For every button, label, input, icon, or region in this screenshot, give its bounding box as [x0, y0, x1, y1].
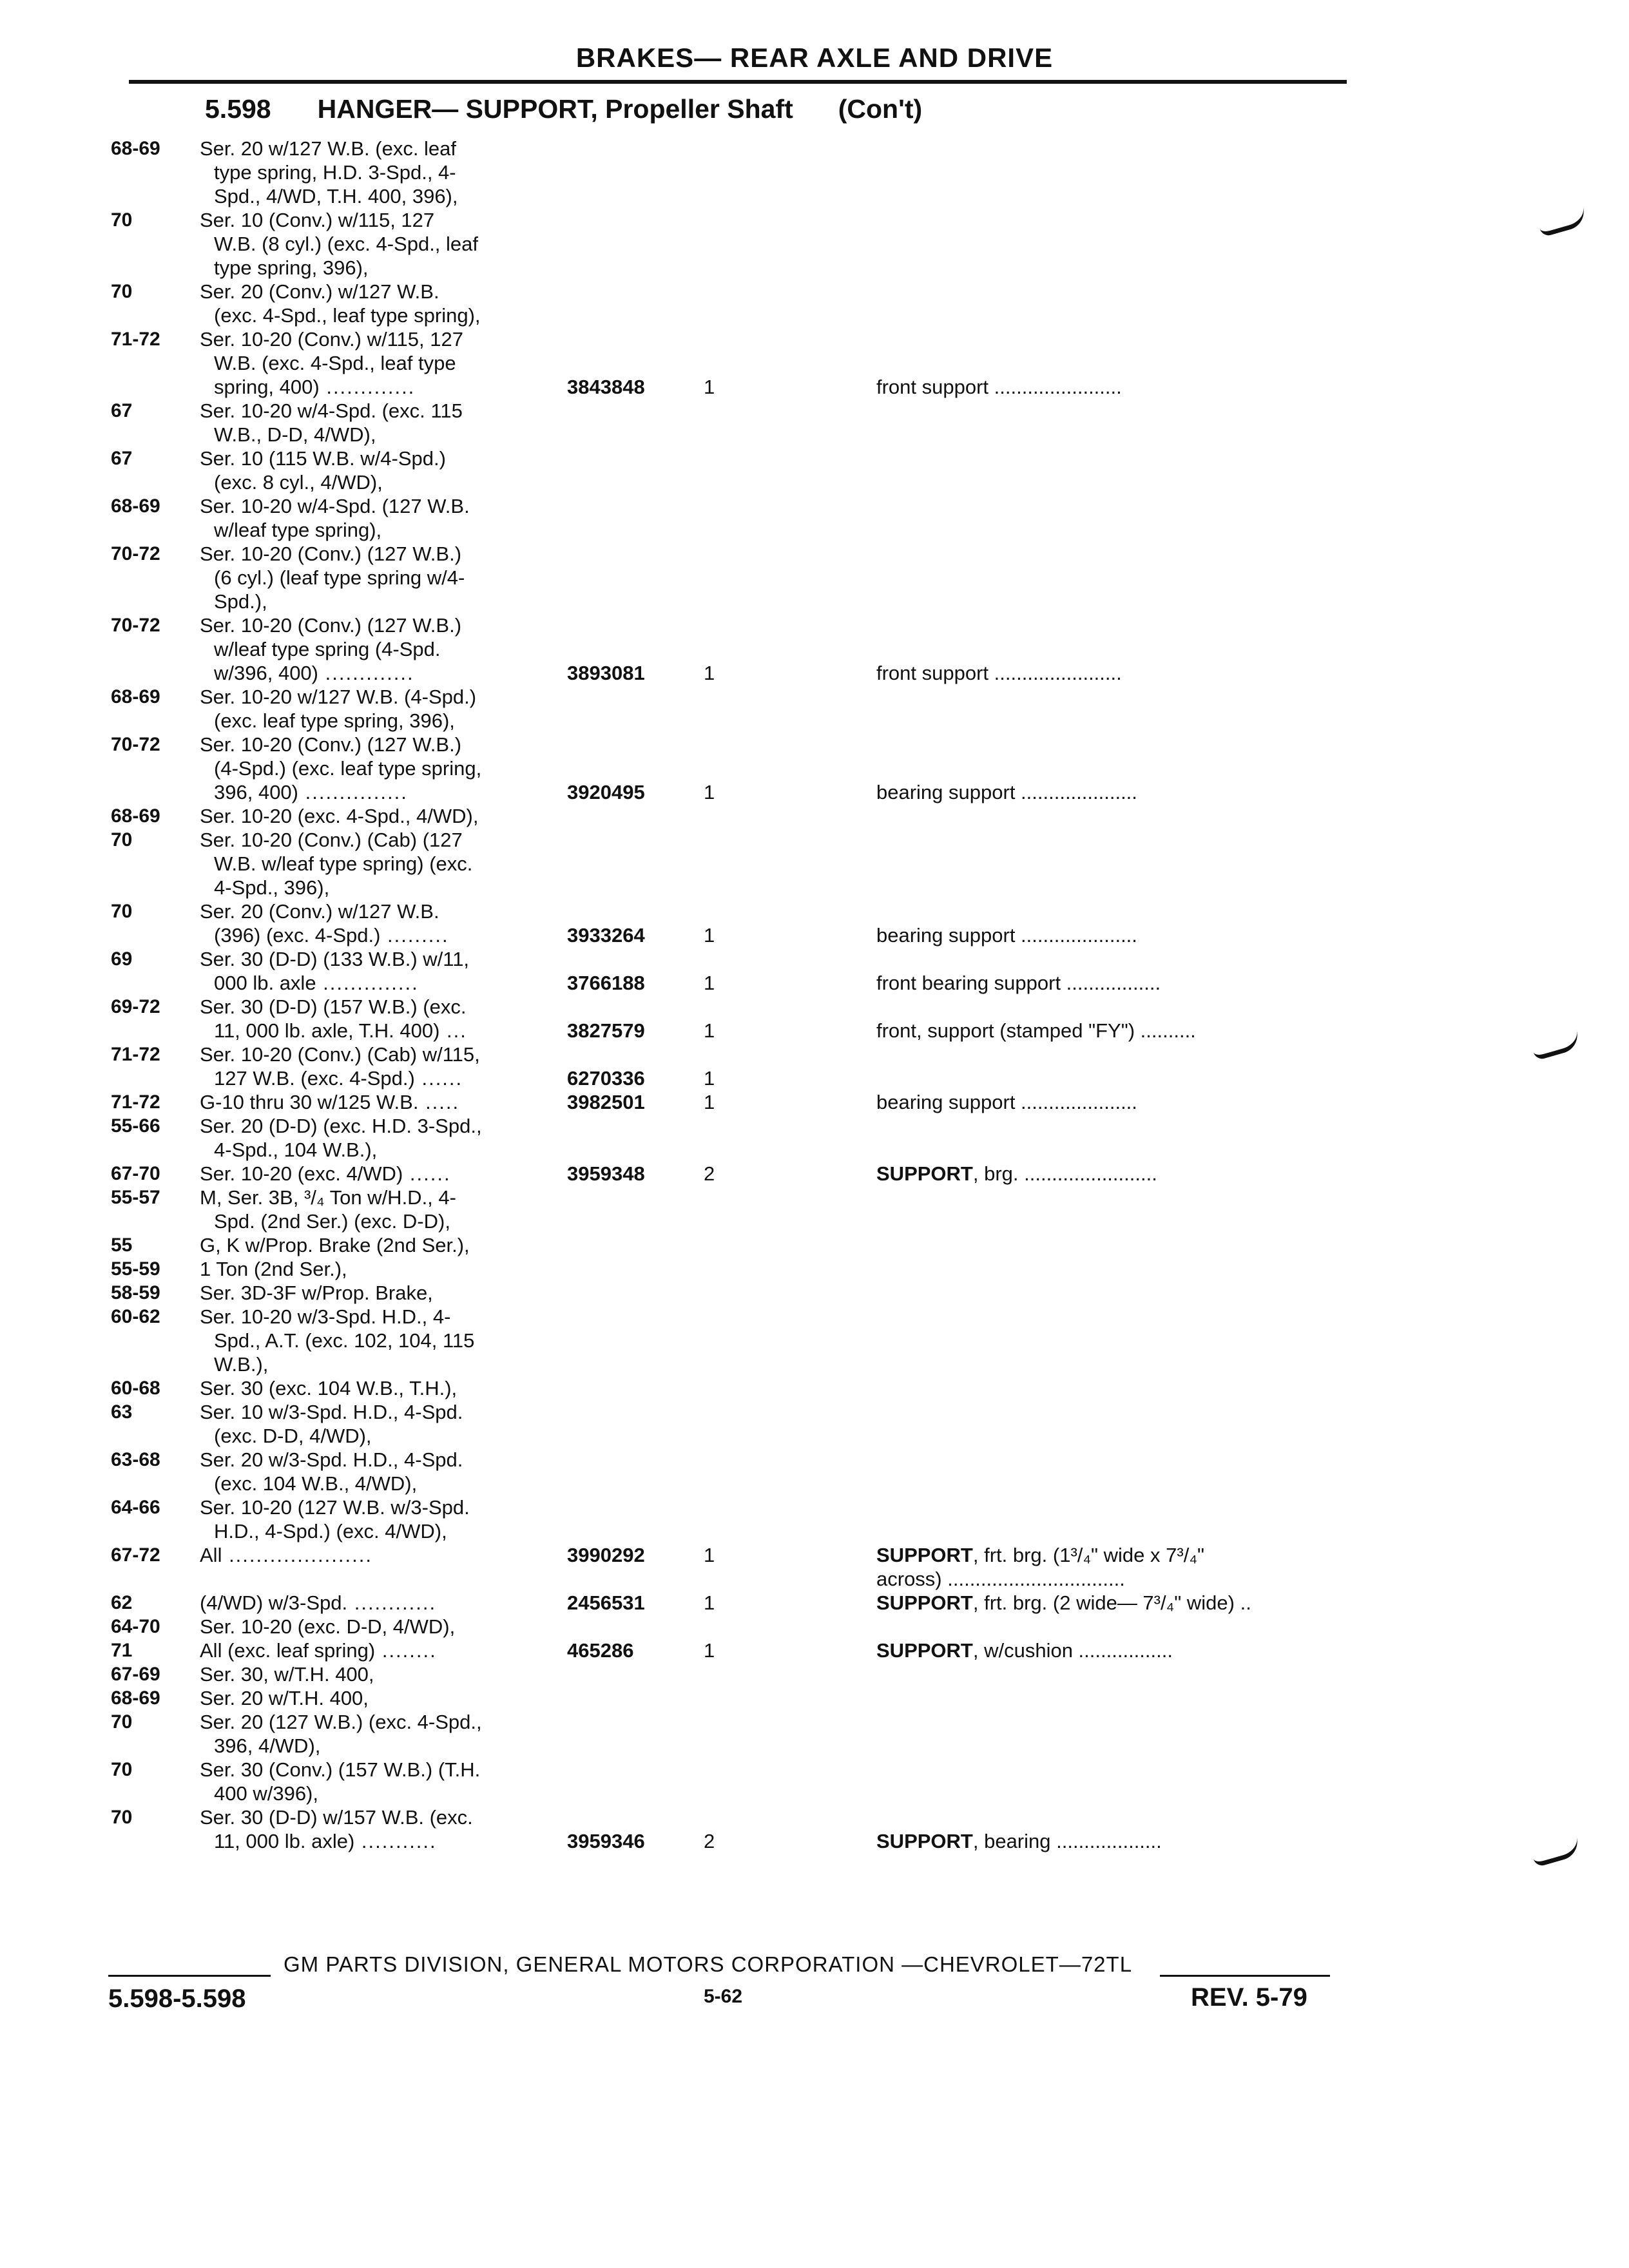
model-years: 67-69	[111, 1664, 160, 1685]
description-line: G, K w/Prop. Brake (2nd Ser.),	[200, 1234, 470, 1256]
margin-mark	[1530, 1836, 1581, 1867]
quantity: 1	[704, 1019, 715, 1042]
description-line: Ser. 10-20 (Conv.) (127 W.B.)	[200, 614, 462, 637]
description-line: Ser. 10-20 w/4-Spd. (exc. 115	[200, 399, 463, 422]
application-description	[200, 1495, 561, 1543]
model-years: 71-72	[111, 1044, 160, 1065]
part-name-line: SUPPORT, w/cushion .................	[876, 1639, 1173, 1662]
description-line: Ser. 30 (exc. 104 W.B., T.H.),	[200, 1377, 458, 1399]
description-line: Ser. 20 w/127 W.B. (exc. leaf	[200, 137, 457, 160]
description-line: 1 Ton (2nd Ser.),	[200, 1258, 347, 1280]
description-line: Ser. 20 w/3-Spd. H.D., 4-Spd.	[200, 1448, 463, 1471]
description-line: (4-Spd.) (exc. leaf type spring,	[214, 757, 482, 780]
model-years: 70-72	[111, 734, 160, 755]
description-line: Spd., A.T. (exc. 102, 104, 115	[214, 1329, 475, 1352]
dot-leader: ...	[439, 1019, 467, 1042]
margin-mark	[1530, 1030, 1581, 1061]
application-description	[200, 1090, 561, 1114]
description-line: 396, 400) ...............	[214, 781, 408, 803]
description-line: 000 lb. axle ..............	[214, 972, 419, 994]
part-name	[876, 1829, 1366, 1853]
application-description	[200, 685, 561, 733]
application-description	[200, 1662, 561, 1686]
dot-leader: ........	[375, 1639, 437, 1662]
model-years: 68-69	[111, 138, 160, 159]
description-line: w/leaf type spring (4-Spd.	[214, 638, 441, 660]
quantity: 1	[704, 1639, 715, 1662]
model-years: 55-59	[111, 1258, 160, 1280]
application-description	[200, 1805, 561, 1853]
part-name	[876, 661, 1366, 685]
part-name-line: front support .......................	[876, 662, 1122, 684]
footer-rule-right	[1160, 1975, 1330, 1977]
description-line: 4-Spd., 104 W.B.),	[214, 1139, 378, 1161]
part-name-line: SUPPORT, bearing ...................	[876, 1830, 1162, 1852]
model-years: 60-62	[111, 1306, 160, 1327]
model-years: 71	[111, 1640, 133, 1661]
part-number: 3990292	[567, 1544, 645, 1566]
application-description	[200, 447, 561, 494]
description-line: (396) (exc. 4-Spd.) .........	[214, 924, 449, 947]
part-name-line: SUPPORT, frt. brg. (1³/₄" wide x 7³/₄"	[876, 1544, 1204, 1566]
part-name	[876, 923, 1366, 947]
description-line: w/leaf type spring),	[214, 519, 382, 541]
part-name-line: across) ................................	[876, 1568, 1125, 1590]
application-description	[200, 613, 561, 685]
description-line: Ser. 10-20 (Conv.) w/115, 127	[200, 328, 463, 351]
part-number: 3920495	[567, 781, 645, 803]
model-years: 71-72	[111, 329, 160, 350]
dot-leader: ......	[403, 1162, 451, 1185]
description-line: Ser. 20 (127 W.B.) (exc. 4-Spd.,	[200, 1711, 482, 1733]
part-number: 465286	[567, 1639, 634, 1662]
description-line: (exc. D-D, 4/WD),	[214, 1425, 372, 1447]
description-line: Spd.),	[214, 590, 267, 613]
application-description	[200, 1043, 561, 1090]
description-line: Ser. 10 (Conv.) w/115, 127	[200, 209, 435, 231]
model-years: 70-72	[111, 543, 160, 564]
description-line: Ser. 10 (115 W.B. w/4-Spd.)	[200, 447, 446, 470]
model-years: 68-69	[111, 686, 160, 707]
part-number: 2456531	[567, 1591, 645, 1614]
description-line: type spring, 396),	[214, 256, 369, 279]
application-description	[200, 733, 561, 804]
description-line: Ser. 10-20 w/4-Spd. (127 W.B.	[200, 495, 470, 517]
description-line: Ser. 30 (D-D) (157 W.B.) (exc.	[200, 995, 467, 1018]
part-number: 3766188	[567, 972, 645, 994]
part-name	[876, 375, 1366, 399]
part-name	[876, 1543, 1366, 1591]
description-line: (6 cyl.) (leaf type spring w/4-	[214, 566, 465, 589]
model-years: 58-59	[111, 1282, 160, 1303]
application-description	[200, 899, 561, 947]
description-line: Ser. 10-20 (Conv.) (Cab) w/115,	[200, 1043, 480, 1066]
description-line: H.D., 4-Spd.) (exc. 4/WD),	[214, 1520, 447, 1542]
application-description	[200, 804, 561, 828]
description-line: 11, 000 lb. axle) ...........	[214, 1830, 437, 1852]
part-name	[876, 780, 1366, 804]
description-line: (exc. leaf type spring, 396),	[214, 709, 455, 732]
part-name	[876, 971, 1366, 995]
part-name	[876, 1639, 1366, 1662]
model-years: 64-66	[111, 1497, 160, 1518]
application-description	[200, 399, 561, 447]
application-description	[200, 1639, 561, 1662]
part-name-line: front bearing support .................	[876, 972, 1161, 994]
part-name-line: bearing support .....................	[876, 924, 1137, 947]
model-years: 67-72	[111, 1544, 160, 1566]
application-description	[200, 280, 561, 327]
footer-page-number: 5-62	[704, 1986, 743, 2007]
dot-leader: ......	[414, 1067, 463, 1090]
description-line: Ser. 10-20 (exc. D-D, 4/WD),	[200, 1615, 456, 1638]
application-description	[200, 1448, 561, 1495]
application-description	[200, 1281, 561, 1305]
application-description	[200, 1400, 561, 1448]
quantity: 1	[704, 1544, 715, 1566]
description-line: Ser. 20 (Conv.) w/127 W.B.	[200, 900, 439, 923]
application-description	[200, 1591, 561, 1615]
part-name-line: bearing support .....................	[876, 1091, 1137, 1113]
model-years: 67	[111, 400, 133, 421]
dot-leader: ...............	[298, 781, 408, 803]
description-line: Ser. 30, w/T.H. 400,	[200, 1663, 374, 1686]
part-number: 3843848	[567, 376, 645, 398]
description-line: Ser. 10 w/3-Spd. H.D., 4-Spd.	[200, 1401, 463, 1423]
part-number: 3933264	[567, 924, 645, 947]
model-years: 70	[111, 281, 133, 302]
model-years: 70	[111, 901, 133, 922]
model-years: 60-68	[111, 1378, 160, 1399]
description-line: Ser. 10-20 (exc. 4/WD) ......	[200, 1162, 451, 1185]
description-line: Ser. 20 (Conv.) w/127 W.B.	[200, 280, 439, 303]
footer-section-range: 5.598-5.598	[108, 1984, 246, 2013]
description-line: Ser. 30 (Conv.) (157 W.B.) (T.H.	[200, 1758, 481, 1781]
description-line: Ser. 10-20 (exc. 4-Spd., 4/WD),	[200, 805, 479, 827]
part-name	[876, 1591, 1366, 1615]
description-line: (exc. 4-Spd., leaf type spring),	[214, 304, 481, 327]
section-number: 5.598	[205, 94, 271, 124]
model-years: 68-69	[111, 495, 160, 517]
description-line: spring, 400) .............	[214, 376, 416, 398]
description-line: 400 w/396),	[214, 1782, 318, 1805]
description-line: 4-Spd., 396),	[214, 876, 330, 899]
description-line: w/396, 400) .............	[214, 662, 414, 684]
quantity: 1	[704, 1067, 715, 1090]
part-name	[876, 1162, 1366, 1186]
model-years: 63	[111, 1401, 133, 1423]
description-line: W.B. (exc. 4-Spd., leaf type	[214, 352, 456, 374]
description-line: 396, 4/WD),	[214, 1735, 321, 1757]
quantity: 1	[704, 972, 715, 994]
model-years: 71-72	[111, 1091, 160, 1113]
model-years: 64-70	[111, 1616, 160, 1637]
description-line: Ser. 10-20 w/127 W.B. (4-Spd.)	[200, 686, 477, 708]
part-number: 3827579	[567, 1019, 645, 1042]
dot-leader: .....................	[222, 1544, 372, 1566]
quantity: 1	[704, 1091, 715, 1113]
model-years: 55-66	[111, 1115, 160, 1137]
description-line: Ser. 10-20 (Conv.) (127 W.B.)	[200, 543, 462, 565]
description-line: Spd. (2nd Ser.) (exc. D-D),	[214, 1210, 450, 1233]
quantity: 1	[704, 376, 715, 398]
application-description	[200, 1710, 561, 1758]
part-name	[876, 1019, 1366, 1043]
application-description	[200, 137, 561, 208]
model-years: 70	[111, 1759, 133, 1780]
part-number: 3982501	[567, 1091, 645, 1113]
application-description	[200, 1543, 561, 1567]
application-description	[200, 542, 561, 613]
description-line: All (exc. leaf spring) ........	[200, 1639, 437, 1662]
application-description	[200, 1758, 561, 1805]
application-description	[200, 1114, 561, 1162]
part-number: 3893081	[567, 662, 645, 684]
quantity: 1	[704, 662, 715, 684]
description-line: 127 W.B. (exc. 4-Spd.) ......	[214, 1067, 463, 1090]
model-years: 69	[111, 948, 133, 970]
footer-revision: REV. 5-79	[1191, 1983, 1307, 2012]
application-description	[200, 995, 561, 1043]
model-years: 63-68	[111, 1449, 160, 1470]
model-years: 55-57	[111, 1187, 160, 1208]
description-line: M, Ser. 3B, ³/₄ Ton w/H.D., 4-	[200, 1186, 456, 1209]
dot-leader: ...........	[354, 1830, 437, 1852]
section-heading	[205, 94, 922, 124]
description-line: W.B.),	[214, 1353, 269, 1376]
dot-leader: .....	[418, 1091, 460, 1113]
application-description	[200, 1305, 561, 1376]
quantity: 2	[704, 1162, 715, 1185]
application-description	[200, 1615, 561, 1639]
application-description	[200, 947, 561, 995]
description-line: Ser. 30 (D-D) w/157 W.B. (exc.	[200, 1806, 473, 1829]
quantity: 2	[704, 1830, 715, 1852]
dot-leader: .............	[318, 662, 414, 684]
description-line: Spd., 4/WD, T.H. 400, 396),	[214, 185, 458, 207]
section-continued: (Con't)	[838, 94, 923, 124]
application-description	[200, 494, 561, 542]
application-description	[200, 208, 561, 280]
application-description	[200, 1162, 561, 1186]
description-line: Ser. 30 (D-D) (133 W.B.) w/11,	[200, 948, 470, 970]
description-line: (exc. 104 W.B., 4/WD),	[214, 1472, 418, 1495]
description-line: Ser. 10-20 (127 W.B. w/3-Spd.	[200, 1496, 470, 1519]
model-years: 67	[111, 448, 133, 469]
description-line: type spring, H.D. 3-Spd., 4-	[214, 161, 456, 184]
part-name-line: front support .......................	[876, 376, 1122, 398]
model-years: 69-72	[111, 996, 160, 1017]
part-name-line: front, support (stamped "FY") ..........	[876, 1019, 1196, 1042]
application-description	[200, 1686, 561, 1710]
application-description	[200, 828, 561, 899]
model-years: 70	[111, 829, 133, 850]
part-number: 3959346	[567, 1830, 645, 1852]
application-description	[200, 1233, 561, 1257]
description-line: Ser. 10-20 w/3-Spd. H.D., 4-	[200, 1305, 451, 1328]
model-years: 70	[111, 1711, 133, 1733]
part-name-line: bearing support .....................	[876, 781, 1137, 803]
description-line: (4/WD) w/3-Spd. ............	[200, 1591, 437, 1614]
description-line: (exc. 8 cyl., 4/WD),	[214, 471, 383, 494]
description-line: Ser. 20 w/T.H. 400,	[200, 1687, 369, 1709]
description-line: W.B., D-D, 4/WD),	[214, 423, 376, 446]
quantity: 1	[704, 1591, 715, 1614]
quantity: 1	[704, 781, 715, 803]
application-description	[200, 1186, 561, 1233]
dot-leader: ..............	[316, 972, 419, 994]
quantity: 1	[704, 924, 715, 947]
model-years: 70	[111, 1807, 133, 1828]
description-line: G-10 thru 30 w/125 W.B. .....	[200, 1091, 460, 1113]
model-years: 55	[111, 1235, 133, 1256]
description-line: Ser. 10-20 (Conv.) (Cab) (127	[200, 829, 463, 851]
page-header-title: BRAKES— REAR AXLE AND DRIVE	[575, 43, 1054, 73]
description-line: Ser. 3D-3F w/Prop. Brake,	[200, 1282, 433, 1304]
part-name-line: SUPPORT, frt. brg. (2 wide— 7³/₄" wide) ..	[876, 1591, 1251, 1614]
description-line: All .....................	[200, 1544, 372, 1566]
footer-rule-left	[108, 1975, 271, 1977]
model-years: 62	[111, 1592, 133, 1613]
description-line: 11, 000 lb. axle, T.H. 400) ...	[214, 1019, 467, 1042]
model-years: 68-69	[111, 1687, 160, 1709]
dot-leader: ............	[347, 1591, 437, 1614]
model-years: 67-70	[111, 1163, 160, 1184]
dot-leader: .............	[319, 376, 416, 398]
model-years: 68-69	[111, 805, 160, 827]
part-number: 6270336	[567, 1067, 645, 1090]
description-line: W.B. w/leaf type spring) (exc.	[214, 852, 473, 875]
model-years: 70-72	[111, 615, 160, 636]
header-rule	[129, 80, 1347, 84]
application-description	[200, 1257, 561, 1281]
part-name-line: SUPPORT, brg. ........................	[876, 1162, 1157, 1185]
description-line: W.B. (8 cyl.) (exc. 4-Spd., leaf	[214, 233, 479, 255]
dot-leader: .........	[380, 924, 449, 947]
margin-mark	[1537, 206, 1588, 237]
section-title: HANGER— SUPPORT, Propeller Shaft	[317, 94, 793, 124]
part-name	[876, 1090, 1366, 1114]
part-number: 3959348	[567, 1162, 645, 1185]
description-line: Ser. 10-20 (Conv.) (127 W.B.)	[200, 733, 462, 756]
application-description	[200, 1376, 561, 1400]
application-description	[200, 327, 561, 399]
footer-publisher: GM PARTS DIVISION, GENERAL MOTORS CORPORATION —CHEVROLET—72TL	[284, 1952, 1133, 1976]
description-line: Ser. 20 (D-D) (exc. H.D. 3-Spd.,	[200, 1115, 482, 1137]
model-years: 70	[111, 209, 133, 231]
